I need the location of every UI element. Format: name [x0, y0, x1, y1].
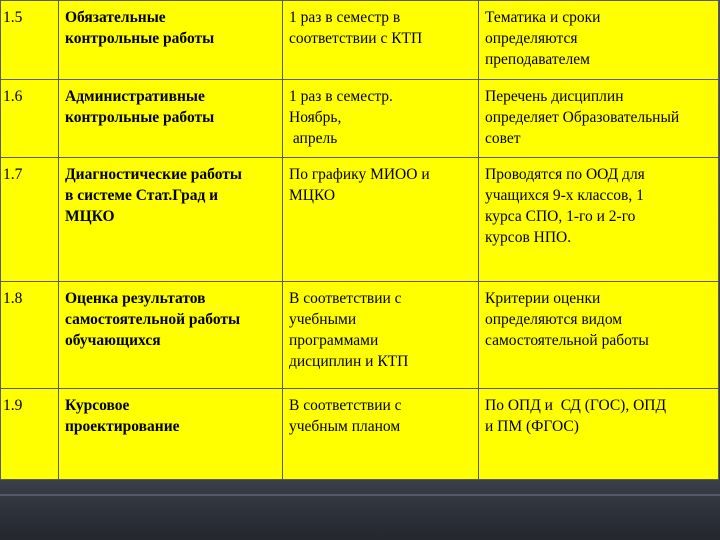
- timing-cell: [283, 158, 479, 282]
- notes-line: определяются видом: [485, 311, 623, 328]
- row-number: 1.6: [3, 88, 23, 105]
- timing-line: МЦКО: [289, 187, 336, 204]
- slide-bottom-band: [0, 480, 720, 540]
- work-type-cell: [59, 282, 283, 389]
- work-type-line: контрольные работы: [65, 30, 215, 47]
- work-type-cell: [59, 1, 283, 80]
- row-number: 1.7: [3, 166, 23, 183]
- timing-line: 1 раз в семестр.: [289, 88, 393, 105]
- work-type-cell: [59, 158, 283, 282]
- timing-cell: [283, 80, 479, 158]
- notes-line: самостоятельной работы: [485, 332, 649, 349]
- notes-line: определяет Образовательный: [485, 109, 680, 126]
- timing-line: соответствии с КТП: [289, 30, 423, 47]
- row-number-cell: [1, 389, 59, 480]
- timing-line: учебным планом: [289, 418, 401, 435]
- timing-cell: [283, 1, 479, 80]
- work-type-line: Оценка результатов: [65, 290, 206, 307]
- notes-cell: [479, 282, 719, 389]
- notes-line: учащихся 9-х классов, 1: [485, 187, 644, 204]
- row-number: 1.8: [3, 290, 23, 307]
- row-number: 1.5: [3, 9, 23, 26]
- table-row: [1, 1, 719, 80]
- work-type-line: проектирование: [65, 418, 180, 435]
- work-type-line: Обязательные: [65, 9, 166, 26]
- notes-line: Критерии оценки: [485, 290, 601, 307]
- work-type-line: самостоятельной работы: [65, 311, 241, 328]
- notes-line: Тематика и сроки: [485, 9, 601, 26]
- row-number-cell: [1, 282, 59, 389]
- work-type-cell: [59, 389, 283, 480]
- notes-line: курсов НПО.: [485, 229, 572, 246]
- timing-line: Ноябрь,: [289, 109, 342, 126]
- notes-line: преподавателем: [485, 51, 590, 68]
- notes-line: По ОПД и СД (ГОС), ОПД: [485, 397, 667, 414]
- timing-cell: [283, 389, 479, 480]
- work-type-line: контрольные работы: [65, 109, 215, 126]
- timing-line: В соответствии с: [289, 290, 402, 307]
- notes-line: Перечень дисциплин: [485, 88, 624, 105]
- notes-cell: [479, 80, 719, 158]
- row-number: 1.9: [3, 397, 23, 414]
- work-type-line: обучающихся: [65, 332, 161, 349]
- work-type-line: Курсовое: [65, 397, 130, 414]
- table-row: [1, 389, 719, 480]
- notes-line: курса СПО, 1-го и 2-го: [485, 208, 636, 225]
- table-row: [1, 282, 719, 389]
- notes-line: определяются: [485, 30, 578, 47]
- notes-line: Проводятся по ООД для: [485, 166, 645, 183]
- timing-line: дисциплин и КТП: [289, 353, 409, 370]
- notes-line: и ПМ (ФГОС): [485, 418, 579, 435]
- work-type-cell: [59, 80, 283, 158]
- table-row: [1, 158, 719, 282]
- timing-line: В соответствии с: [289, 397, 402, 414]
- notes-cell: [479, 158, 719, 282]
- notes-line: совет: [485, 130, 521, 147]
- row-number-cell: [1, 158, 59, 282]
- row-number-cell: [1, 1, 59, 80]
- timing-line: программами: [289, 332, 379, 349]
- table-row: [1, 80, 719, 158]
- row-number-cell: [1, 80, 59, 158]
- timing-line: По графику МИОО и: [289, 166, 430, 183]
- timing-line: 1 раз в семестр в: [289, 9, 401, 26]
- timing-cell: [283, 282, 479, 389]
- work-type-line: Административные: [65, 88, 205, 105]
- notes-cell: [479, 1, 719, 80]
- notes-cell: [479, 389, 719, 480]
- work-type-line: в системе Стат.Град и: [65, 187, 219, 204]
- work-type-line: МЦКО: [65, 208, 115, 225]
- slide-bottom-stripe: [0, 494, 720, 496]
- work-type-line: Диагностические работы: [65, 166, 242, 183]
- timing-line: учебными: [289, 311, 357, 328]
- timing-line: апрель: [289, 130, 338, 147]
